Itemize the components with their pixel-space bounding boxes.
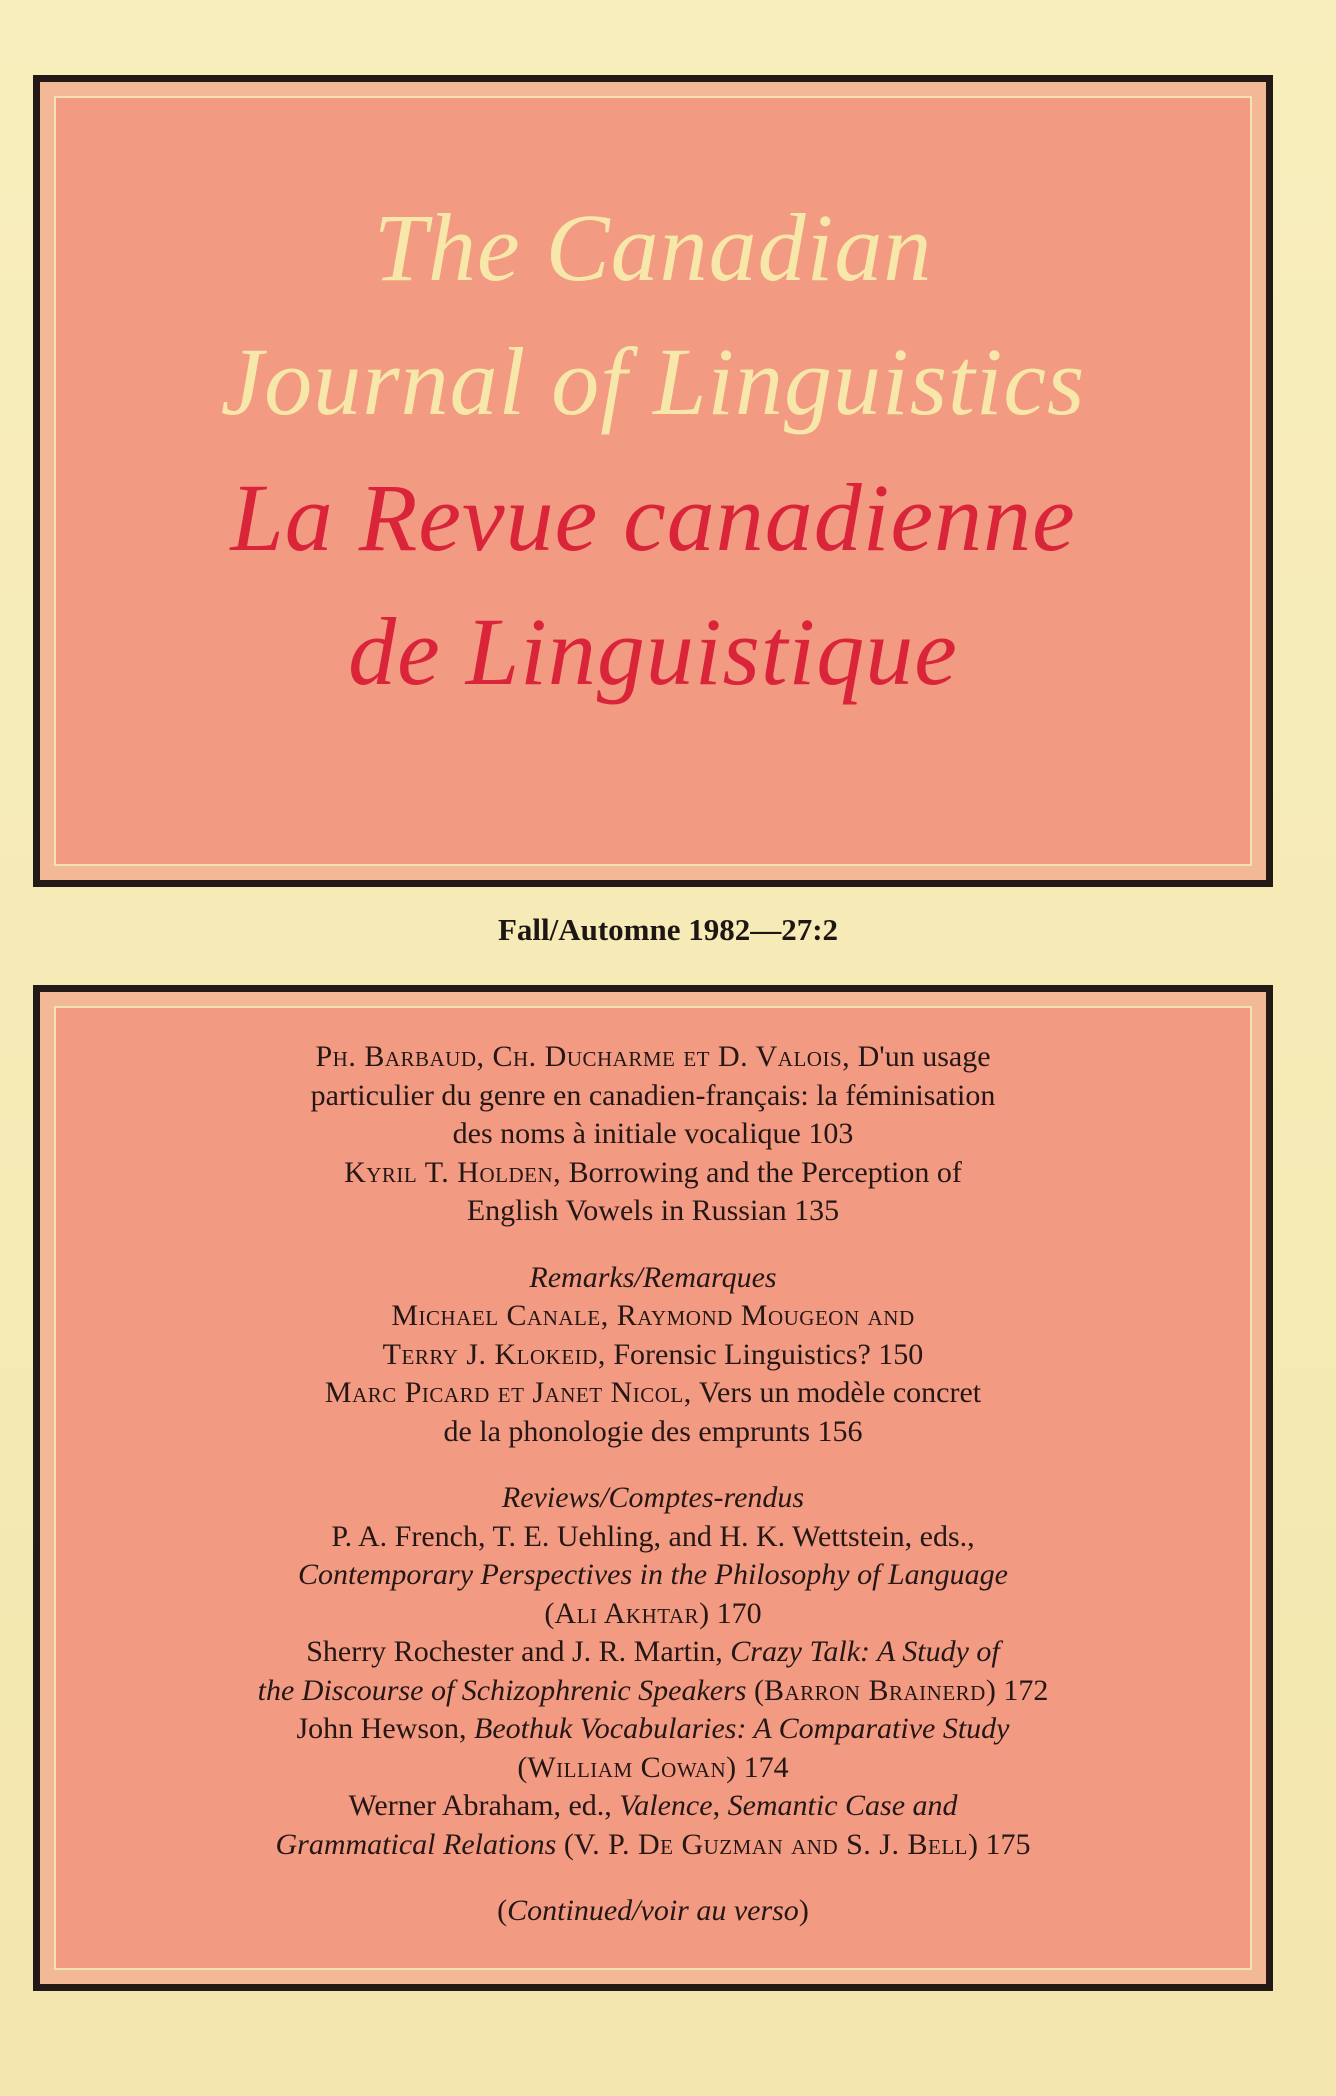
review-book-title: Contemporary Perspectives in the Philosophy of Language [298, 1558, 1008, 1591]
paren-open: ( [746, 1673, 764, 1707]
reviewer-name: V. P. De Guzman and S. J. Bell [573, 1827, 968, 1861]
reviewer-name: William Cowan [527, 1750, 727, 1784]
article-authors: Kyril T. Holden, [344, 1155, 562, 1189]
remark-entry [140, 1336, 1166, 1375]
article-entry [140, 1038, 1166, 1077]
review-entry [140, 1787, 1166, 1826]
remark-entry [140, 1374, 1166, 1413]
title-french-line-1: La Revue canadienne [230, 464, 1076, 571]
article-title-continued: particulier du genre en canadien-français: la féminisation [310, 1078, 996, 1112]
paren-open: ( [517, 1750, 528, 1784]
review-book-authors: Werner Abraham, ed., [348, 1789, 620, 1822]
paren-open: ( [556, 1827, 574, 1861]
article-title-continued: English Vowels in Russian 135 [466, 1194, 840, 1227]
review-entry [140, 1826, 1166, 1865]
review-book-title: Grammatical Relations [275, 1827, 557, 1861]
review-book-title: Crazy Talk: A Study of [730, 1635, 1000, 1668]
article-title: D'un usage [850, 1040, 991, 1073]
title-panel [33, 75, 1273, 887]
review-page: ) 175 [967, 1827, 1031, 1861]
article-authors: Ph. Barbaud, Ch. Ducharme et D. Valois, [315, 1040, 851, 1073]
review-page: ) 174 [726, 1750, 789, 1784]
review-book-authors: P. A. French, T. E. Uehling, and H. K. Wettstein, eds., [331, 1519, 975, 1553]
issue-date: Fall/Automne 1982—27:2 [497, 912, 839, 947]
continued-text: Continued/voir au verso [507, 1894, 799, 1927]
title-english-line-2: Journal of Linguistics [220, 328, 1086, 435]
article-title: Borrowing and the Perception of [561, 1155, 962, 1189]
section-spacer [140, 1231, 1166, 1259]
review-entry [140, 1633, 1166, 1672]
remark-title: Vers un modèle concret [691, 1376, 982, 1409]
section-spacer [140, 1864, 1166, 1892]
remark-authors: Marc Picard et Janet Nicol, [324, 1376, 692, 1409]
contents-panel [33, 985, 1273, 1991]
review-book-title: the Discourse of Schizophrenic Speakers [257, 1673, 747, 1707]
review-book-authors: John Hewson, [296, 1712, 474, 1745]
review-page: ) 170 [699, 1596, 762, 1630]
review-reviewer-line [140, 1749, 1166, 1788]
reviewer-name: Barron Brainerd [763, 1673, 986, 1707]
title-english-line-1: The Canadian [373, 194, 933, 301]
review-book-title: Valence [619, 1789, 713, 1822]
remark-authors: Michael Canale, Raymond Mougeon and [391, 1299, 915, 1332]
title-separator: , [712, 1789, 728, 1822]
review-book-title: Beothuk Vocabularies: A Comparative Study [474, 1712, 1010, 1745]
paren-close: ) [798, 1894, 809, 1927]
review-page: ) 172 [985, 1673, 1049, 1707]
paren-open: ( [544, 1596, 555, 1630]
review-book-title: Semantic Case and [727, 1789, 958, 1822]
article-title-continued: des noms à initiale vocalique 103 [452, 1117, 854, 1150]
reviews-heading: Reviews/Comptes-rendus [501, 1481, 805, 1514]
reviewer-name: Ali Akhtar [554, 1596, 700, 1630]
review-entry [140, 1710, 1166, 1749]
review-entry [140, 1672, 1166, 1711]
review-reviewer-line [140, 1595, 1166, 1634]
remark-authors: Terry J. Klokeid, [382, 1337, 606, 1371]
continued-note [140, 1892, 1166, 1931]
remark-title: Forensic Linguistics? 150 [605, 1337, 924, 1371]
review-book-authors: Sherry Rochester and J. R. Martin, [306, 1635, 731, 1668]
title-french-line-2: de Linguistique [348, 598, 958, 705]
remarks-heading: Remarks/Remarques [529, 1260, 777, 1294]
remark-title-continued: de la phonologie des emprunts 156 [443, 1414, 863, 1448]
section-spacer [140, 1451, 1166, 1479]
table-of-contents [140, 1038, 1166, 1931]
paren-open: ( [497, 1894, 508, 1927]
article-entry [140, 1154, 1166, 1193]
